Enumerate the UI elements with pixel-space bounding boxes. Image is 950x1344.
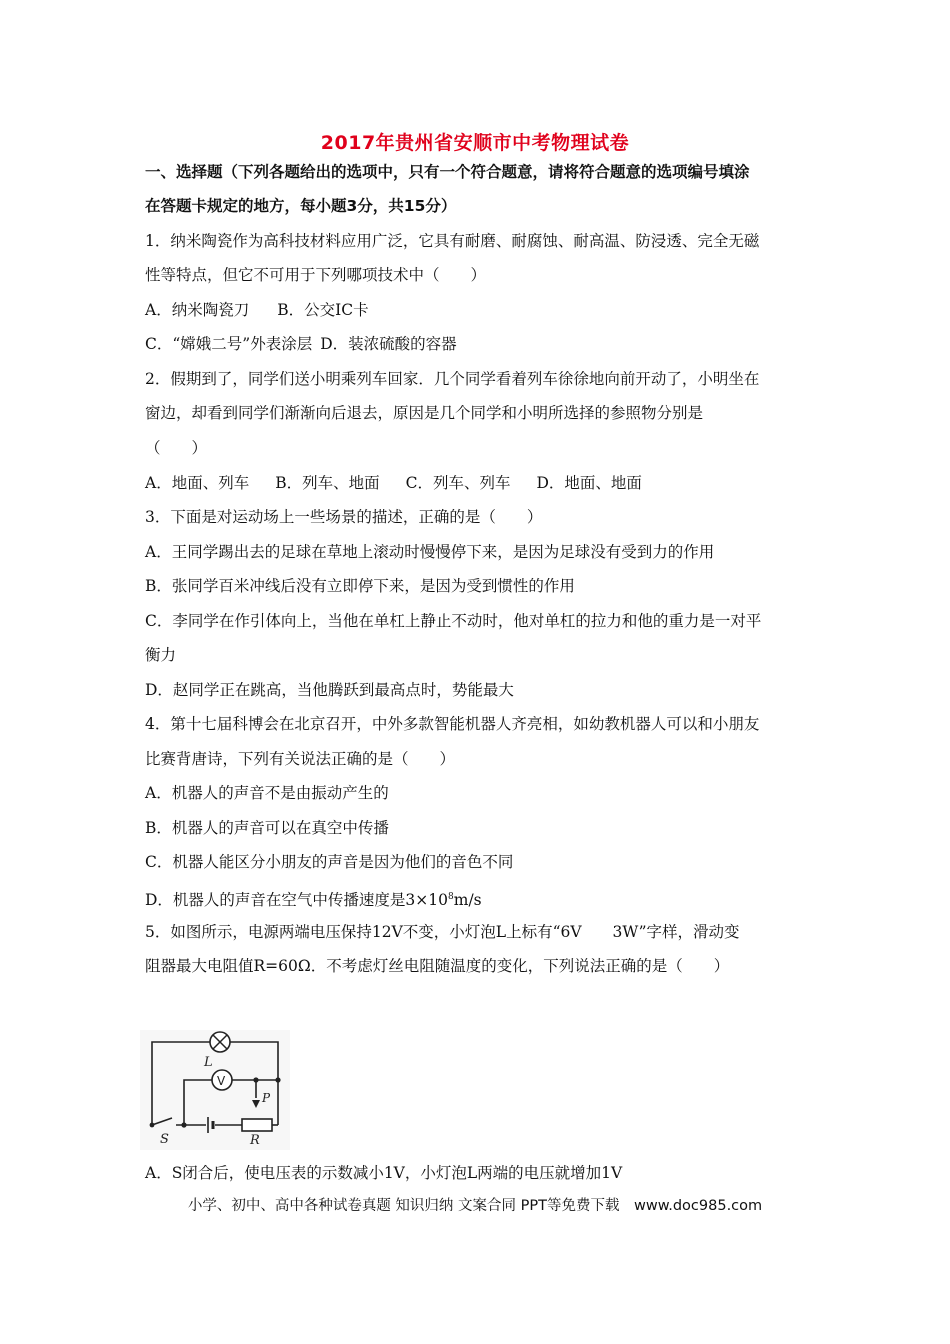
page-footer: 小学、初中、高中各种试卷真题 知识归纳 文案合同 PPT等免费下载 www.doc985.com: [187, 1198, 763, 1214]
q4-option-d: [145, 887, 482, 910]
q4-option-d-exponent: 8: [448, 892, 454, 902]
q2-option-d: D．地面、地面: [536, 474, 642, 492]
q2-option-a: A．地面、列车: [145, 474, 250, 492]
lamp-icon: [210, 1032, 230, 1052]
q1-option-b: B．公交IC卡: [277, 301, 369, 319]
q1-option-d: D．装浓硫酸的容器: [320, 335, 457, 353]
q1-options-row2: [145, 334, 457, 354]
voltmeter-label: V: [217, 1074, 226, 1088]
section-heading-line2: 在答题卡规定的地方，每小题3分，共15分）: [145, 197, 457, 215]
q4-stem-line1: 4．第十七届科博会在北京召开，中外多款智能机器人齐亮相，如幼教机器人可以和小朋友: [145, 715, 760, 733]
q3-option-b: B．张同学百米冲线后没有立即停下来，是因为受到惯性的作用: [145, 577, 575, 595]
q1-option-c: C．“嫦娥二号”外表涂层: [145, 335, 313, 353]
resistor-icon: [242, 1119, 272, 1131]
slider-label: P: [262, 1091, 271, 1105]
q5-stem-line1: 5．如图所示，电源两端电压保持12V不变，小灯泡L上标有“6V 3W”字样，滑动变: [145, 923, 740, 941]
q3-option-c-line2: 衡力: [145, 646, 177, 664]
q4-option-d-text: D．机器人的声音在空气中传播速度是3×10: [145, 891, 449, 909]
circuit-diagram: [140, 1030, 290, 1150]
q3-option-d: D．赵同学正在跳高，当他腾跃到最高点时，势能最大: [145, 681, 514, 699]
q1-options-row1: [145, 300, 369, 320]
q2-stem-line3: （ ）: [145, 439, 208, 457]
q2-option-b: B．列车、地面: [275, 474, 380, 492]
q4-option-c: C．机器人能区分小朋友的声音是因为他们的音色不同: [145, 853, 514, 871]
section-heading-line1: 一、选择题（下列各题给出的选项中，只有一个符合题意，请将符合题意的选项编号填涂: [145, 163, 750, 181]
q4-stem-line2: 比赛背唐诗，下列有关说法正确的是（ ）: [145, 750, 456, 768]
q3-option-a: A．王同学踢出去的足球在草地上滚动时慢慢停下来，是因为足球没有受到力的作用: [145, 543, 715, 561]
q3-option-c-line1: C．李同学在作引体向上，当他在单杠上静止不动时，他对单杠的拉力和他的重力是一对平: [145, 612, 762, 630]
switch-label: S: [160, 1132, 169, 1147]
q1-stem-line1: 1．纳米陶瓷作为高科技材料应用广泛，它具有耐磨、耐腐蚀、耐高温、防浸透、完全无磁: [145, 232, 760, 250]
exam-title: 2017年贵州省安顺市中考物理试卷: [320, 132, 630, 154]
q2-option-c: C．列车、列车: [405, 474, 511, 492]
resistor-label: R: [250, 1133, 260, 1148]
q3-stem: 3．下面是对运动场上一些场景的描述，正确的是（ ）: [145, 508, 543, 526]
q4-option-d-unit: m/s: [453, 891, 482, 909]
q2-stem-line2: 窗边，却看到同学们渐渐向后退去，原因是几个同学和小明所选择的参照物分别是: [145, 404, 704, 422]
q5-stem-line2: 阻器最大电阻值R=60Ω．不考虑灯丝电阻随温度的变化，下列说法正确的是（ ）: [145, 957, 730, 975]
q5-option-a: A．S闭合后，使电压表的示数减小1V，小灯泡L两端的电压就增加1V: [145, 1164, 623, 1182]
q4-option-b: B．机器人的声音可以在真空中传播: [145, 819, 389, 837]
q2-stem-line1: 2．假期到了，同学们送小明乘列车回家．几个同学看着列车徐徐地向前开动了，小明坐在: [145, 370, 760, 388]
q1-stem-line2: 性等特点，但它不可用于下列哪项技术中（ ）: [145, 266, 487, 284]
q2-options-row: [145, 473, 642, 493]
q4-option-a: A．机器人的声音不是由振动产生的: [145, 784, 389, 802]
lamp-label: L: [204, 1055, 213, 1070]
q1-option-a: A．纳米陶瓷刀: [145, 301, 250, 319]
